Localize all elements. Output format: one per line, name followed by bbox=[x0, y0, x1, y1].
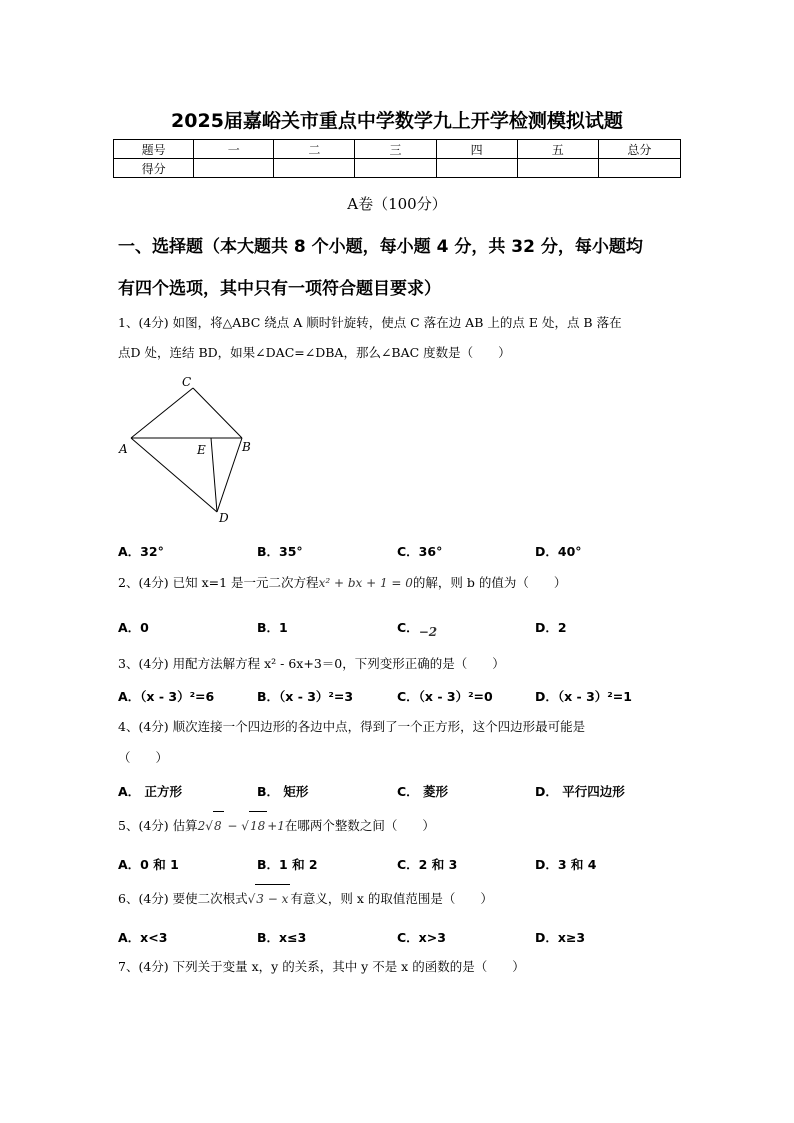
q2-equation: x² + bx + 1 = 0 bbox=[318, 576, 413, 590]
score-header-cell: 题号 bbox=[114, 140, 194, 159]
segment-cb bbox=[193, 388, 242, 438]
score-table bbox=[113, 139, 681, 178]
q2-suffix: 的解，则 b 的值为（ ） bbox=[412, 575, 567, 590]
q4-text-line1: 4、(4分) 顺次连接一个四边形的各边中点，得到了一个正方形，这个四边形最可能是 bbox=[118, 719, 586, 734]
score-cell bbox=[436, 159, 517, 178]
label-c: C bbox=[182, 375, 192, 389]
q6-suffix: 有意义，则 x 的取值范围是（ ） bbox=[290, 891, 493, 906]
q1-option-d[interactable]: D．40° bbox=[535, 544, 582, 559]
q5-text bbox=[118, 811, 693, 841]
q5-option-a[interactable]: A．0 和 1 bbox=[118, 857, 179, 872]
q3-option-c[interactable]: C．（x - 3）²=0 bbox=[397, 689, 493, 704]
score-header-cell: 二 bbox=[274, 140, 355, 159]
q4-option-d[interactable]: D． 平行四边形 bbox=[535, 784, 625, 799]
q1-option-c[interactable]: C．36° bbox=[397, 544, 443, 559]
part1-heading-line2: 有四个选项，其中只有一项符合题目要求） bbox=[118, 279, 441, 299]
part1-heading-line1: 一、选择题（本大题共 8 个小题，每小题 4 分，共 32 分，每小题均 bbox=[118, 237, 643, 257]
segment-ed bbox=[211, 438, 217, 512]
score-table-score-row bbox=[114, 159, 681, 178]
q3-option-a[interactable]: A．（x - 3）²=6 bbox=[118, 689, 215, 704]
score-header-cell: 四 bbox=[436, 140, 517, 159]
q6-option-c[interactable]: C．x>3 bbox=[397, 930, 446, 945]
q6-prefix: 6、(4分) 要使二次根式 bbox=[118, 891, 248, 906]
q1-text-line2: 点D 处，连结 BD，如果∠DAC=∠DBA，那么∠BAC 度数是（ ） bbox=[118, 345, 511, 360]
q5-expression: 2√8 − √18 +1 bbox=[198, 819, 285, 833]
q2-option-b[interactable]: B．1 bbox=[257, 620, 288, 635]
q5-prefix: 5、(4分) 估算 bbox=[118, 818, 198, 833]
exam-title: 2025届嘉峪关市重点中学数学九上开学检测模拟试题 bbox=[171, 110, 623, 132]
score-cell bbox=[274, 159, 355, 178]
q5-option-c[interactable]: C．2 和 3 bbox=[397, 857, 458, 872]
q1-option-a[interactable]: A．32° bbox=[118, 544, 164, 559]
score-row-label: 得分 bbox=[114, 159, 194, 178]
score-header-cell: 总分 bbox=[598, 140, 680, 159]
q5-option-d[interactable]: D．3 和 4 bbox=[535, 857, 597, 872]
q2-text bbox=[118, 568, 693, 598]
label-a: A bbox=[119, 442, 128, 456]
score-cell bbox=[355, 159, 436, 178]
q1-option-b[interactable]: B．35° bbox=[257, 544, 303, 559]
q5-suffix: 在哪两个整数之间（ ） bbox=[284, 818, 435, 833]
label-b: B bbox=[242, 440, 251, 454]
q4-option-a[interactable]: A． 正方形 bbox=[118, 784, 183, 799]
score-cell bbox=[194, 159, 274, 178]
q3-text: 3、(4分) 用配方法解方程 x² - 6x+3＝0，下列变形正确的是（ ） bbox=[118, 656, 505, 671]
q6-radical: √3 − x bbox=[248, 892, 291, 906]
label-e: E bbox=[197, 443, 206, 457]
q5-option-b[interactable]: B．1 和 2 bbox=[257, 857, 318, 872]
q4-text-line2: （ ） bbox=[118, 750, 169, 765]
q7-text: 7、(4分) 下列关于变量 x，y 的关系，其中 y 不是 x 的函数的是（ ） bbox=[118, 959, 525, 974]
label-d: D bbox=[219, 511, 229, 525]
q1-triangle-figure bbox=[115, 372, 265, 532]
score-table-header-row bbox=[114, 140, 681, 159]
q2-prefix: 2、(4分) 已知 x=1 是一元二次方程 bbox=[118, 575, 319, 590]
q6-option-b[interactable]: B．x≤3 bbox=[257, 930, 307, 945]
segment-ac bbox=[131, 388, 193, 438]
score-header-cell: 一 bbox=[194, 140, 274, 159]
q3-option-d[interactable]: D．（x - 3）²=1 bbox=[535, 689, 632, 704]
q6-option-d[interactable]: D．x≥3 bbox=[535, 930, 586, 945]
q2-option-c-math: −2 bbox=[418, 625, 438, 639]
q2-option-c-label: C． bbox=[397, 620, 419, 635]
score-cell bbox=[517, 159, 598, 178]
segment-bd bbox=[217, 438, 242, 512]
score-cell bbox=[598, 159, 680, 178]
score-header-cell: 五 bbox=[517, 140, 598, 159]
q4-option-c[interactable]: C． 菱形 bbox=[397, 784, 449, 799]
q6-text bbox=[118, 884, 693, 914]
q4-option-b[interactable]: B． 矩形 bbox=[257, 784, 309, 799]
q6-option-a[interactable]: A．x<3 bbox=[118, 930, 168, 945]
q3-option-b[interactable]: B．（x - 3）²=3 bbox=[257, 689, 354, 704]
section-a-heading: A卷（100分） bbox=[347, 195, 447, 213]
q1-text-line1: 1、(4分) 如图，将△ABC 绕点 A 顺时针旋转，使点 C 落在边 AB 上的点 E 处，点 B 落在 bbox=[118, 315, 622, 330]
q2-option-a[interactable]: A．0 bbox=[118, 620, 149, 635]
score-header-cell: 三 bbox=[355, 140, 436, 159]
q2-option-d[interactable]: D．2 bbox=[535, 620, 567, 635]
q2-option-c[interactable] bbox=[397, 618, 438, 639]
